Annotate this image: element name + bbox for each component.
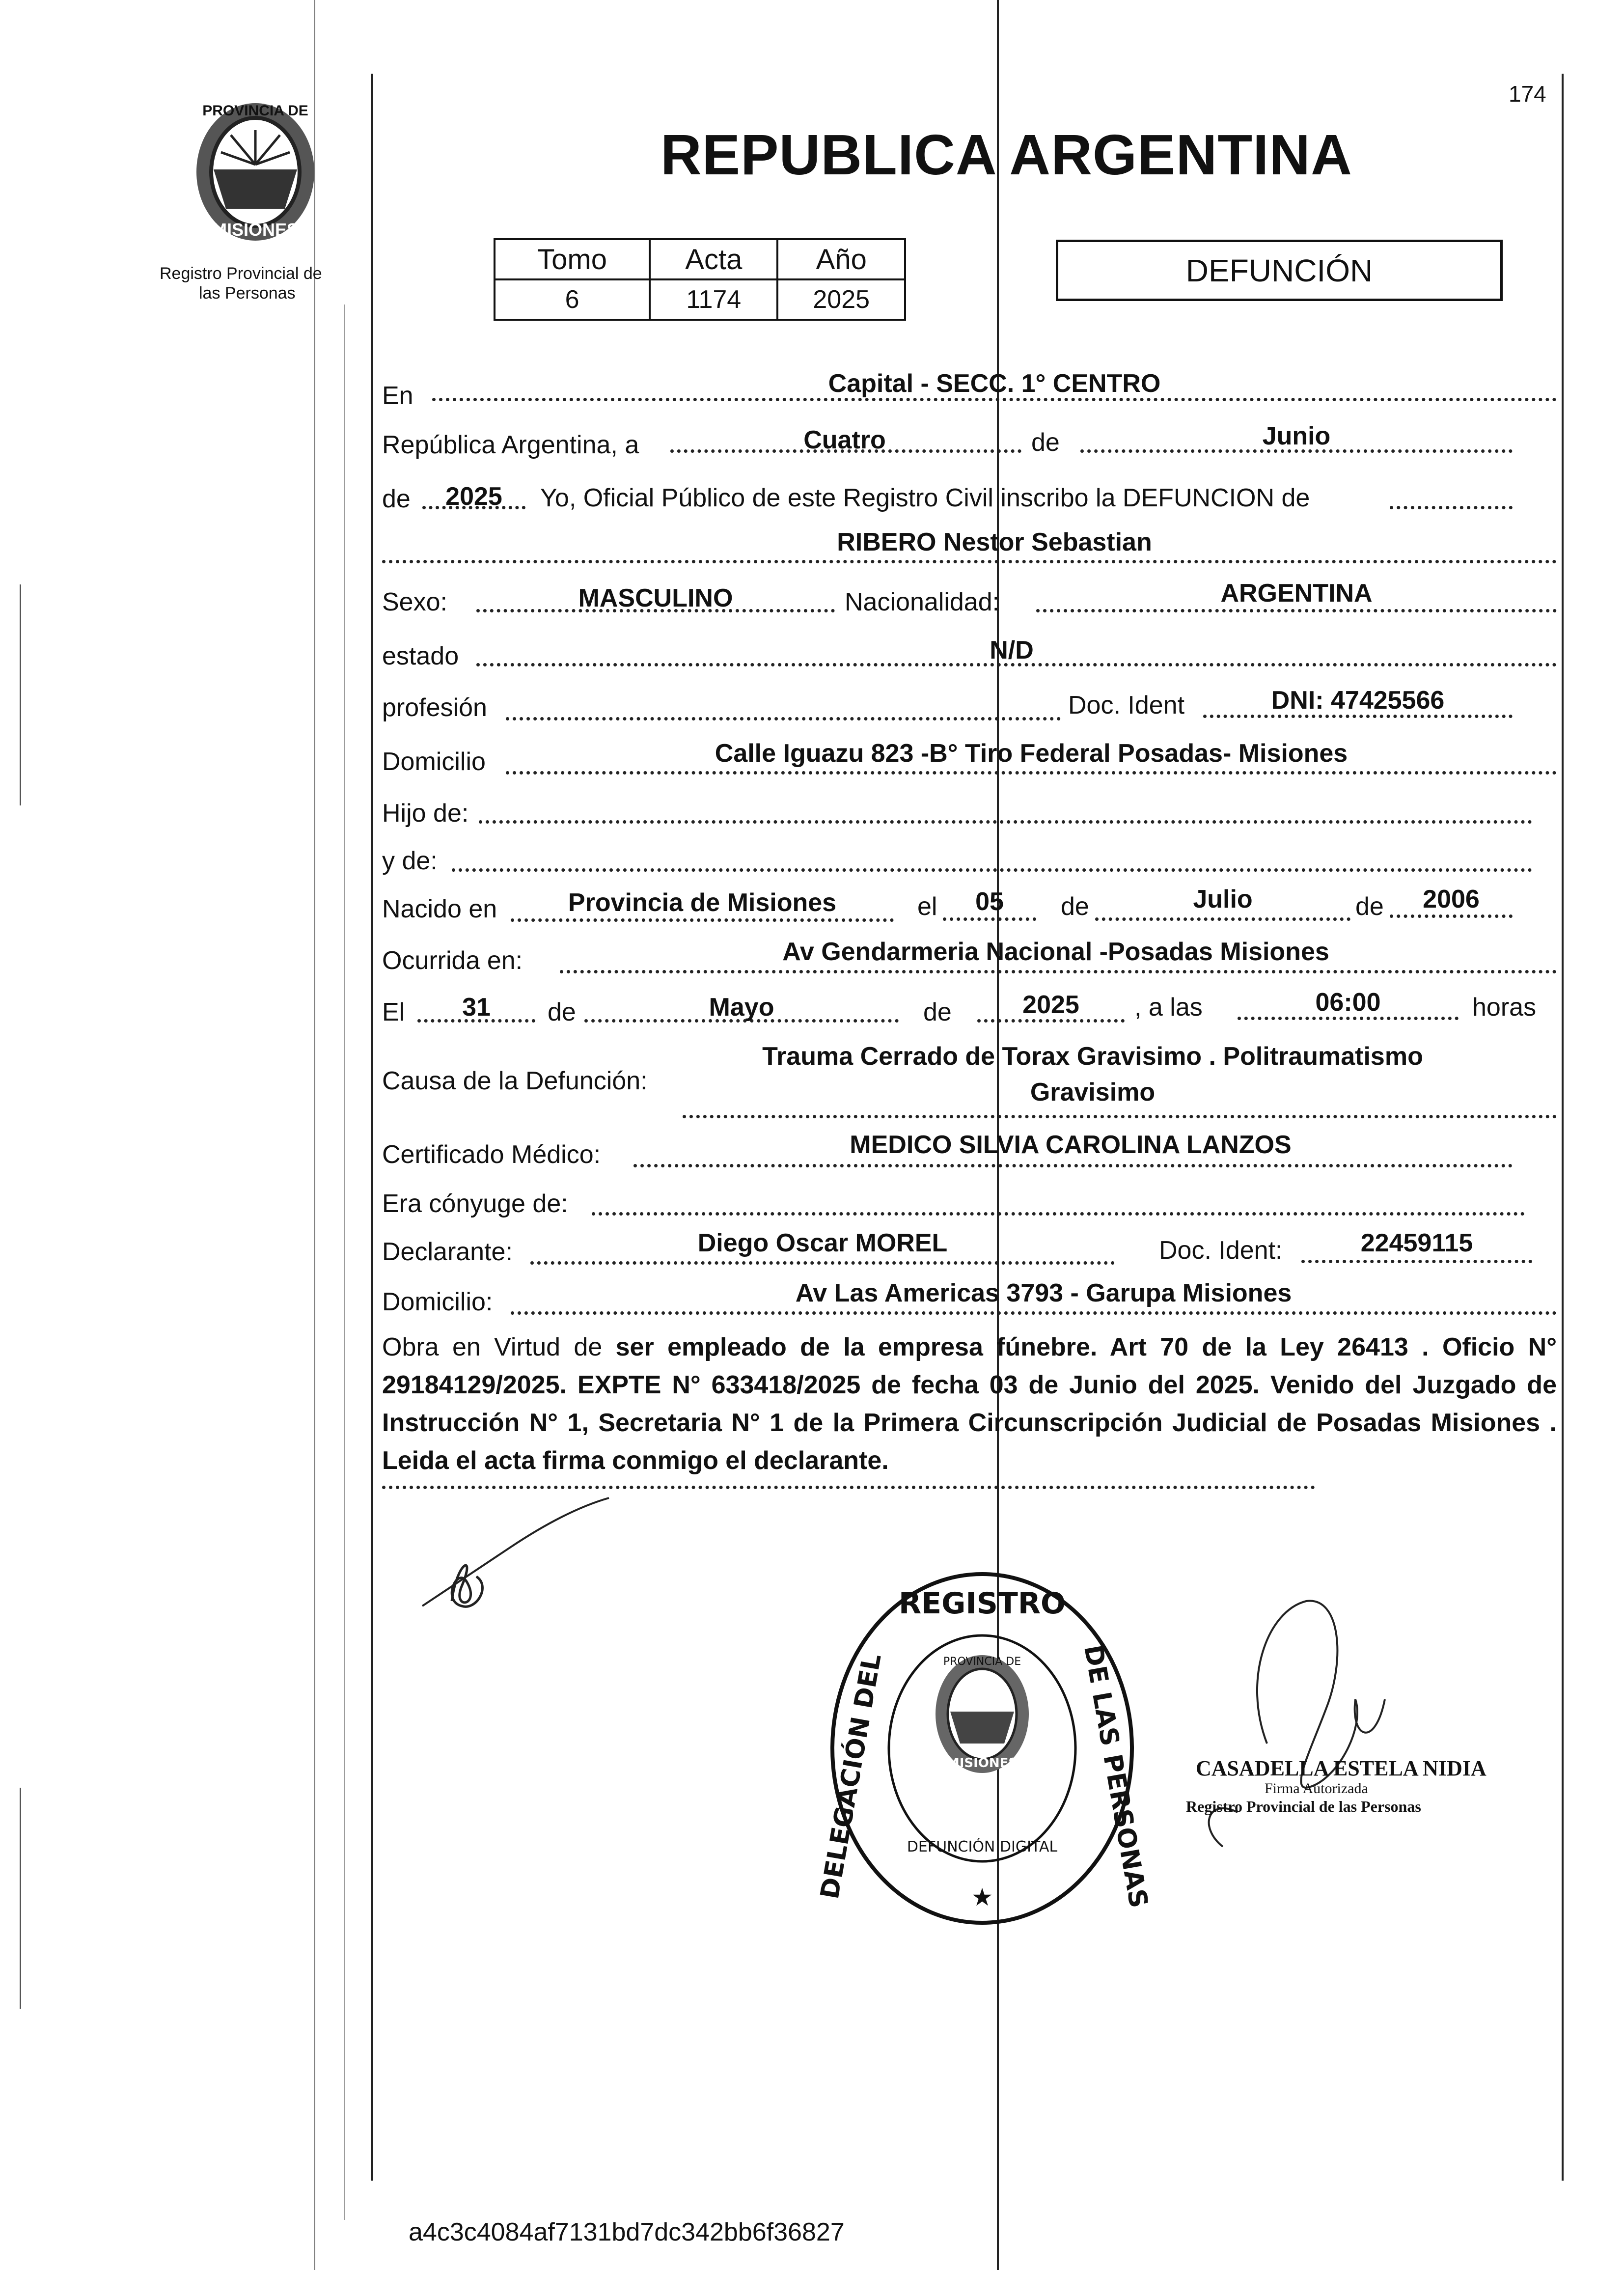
seal-ring-left: DELEGACIÓN DEL — [815, 1651, 887, 1902]
certificado-value: MEDICO SILVIA CAROLINA LANZOS — [850, 1131, 1292, 1159]
seal-inner-top: PROVINCIA DE — [943, 1656, 1021, 1668]
nacionalidad-line — [1036, 609, 1557, 612]
decl-domicilio-line — [511, 1311, 1557, 1315]
seal-ring-right: DE LAS PERSONAS — [1078, 1642, 1154, 1910]
decl-domicilio-label: Domicilio: — [382, 1288, 493, 1316]
certificado-line — [633, 1164, 1513, 1167]
birth-month: Julio — [1193, 885, 1253, 914]
year-prefix-label: de — [382, 485, 411, 513]
death-year-line — [977, 1019, 1125, 1023]
nacido-label: Nacido en — [382, 895, 497, 923]
table-header-tomo: Tomo — [495, 239, 650, 279]
nacido-line — [511, 918, 894, 922]
death-el-label: El — [382, 998, 405, 1026]
death-time: 06:00 — [1315, 988, 1381, 1017]
doc-ident-line — [1203, 715, 1513, 718]
logo-text-top: PROVINCIA DE — [202, 103, 308, 119]
official-stamp-role: Firma Autorizada — [1265, 1780, 1368, 1797]
page-title: REPUBLICA ARGENTINA — [661, 123, 1352, 187]
year-value: 2025 — [445, 482, 502, 511]
document-type-box — [1056, 240, 1503, 301]
registry-seal — [815, 1567, 1154, 1930]
official-signature — [1179, 1581, 1473, 1876]
birth-el-label: el — [917, 892, 937, 921]
estado-value: N/D — [990, 636, 1034, 664]
left-border-line — [371, 74, 373, 2181]
obra-prefix: Obra en Virtud de — [382, 1333, 616, 1361]
ocurrida-label: Ocurrida en: — [382, 946, 523, 975]
decl-doc-value: 22459115 — [1360, 1229, 1473, 1257]
decl-domicilio-value: Av Las Americas 3793 - Garupa Misiones — [795, 1279, 1292, 1307]
doc-ident-value: DNI: 47425566 — [1271, 686, 1445, 715]
birth-day-line — [943, 917, 1036, 921]
record-table — [494, 238, 906, 321]
death-year: 2025 — [1022, 991, 1079, 1019]
causa-line2: Gravisimo — [1030, 1078, 1156, 1107]
registry-name-line1: Registro Provincial de — [160, 264, 322, 283]
table-value-ano: 2025 — [777, 279, 905, 320]
hijo-label: Hijo de: — [382, 799, 469, 828]
birth-year-line — [1390, 914, 1513, 918]
sexo-label: Sexo: — [382, 588, 447, 616]
deceased-name-line — [382, 560, 1557, 563]
margin-dash-line — [344, 305, 345, 2220]
obra-text: ser empleado de la empresa fúnebre. Art 70 de la Ley 26413 . Oficio N° 29184129/2025. EXPTE N° 633418/2025 de fecha 03 de Junio del 2025. Venido del Juzgado de Instrucción N° 1, Secretaria N° 1 de la Primera Circunscripción Judicial de Posadas Misiones . Leida el acta firma conmigo el declarante. — [382, 1333, 1557, 1475]
en-value: Capital - SECC. 1° CENTRO — [828, 369, 1161, 398]
seal-inner-bottom: MISIONES — [946, 1756, 1018, 1771]
official-stamp-name: CASADELLA ESTELA NIDIA — [1196, 1756, 1486, 1780]
causa-line — [683, 1115, 1557, 1118]
document-type: DEFUNCIÓN — [1185, 252, 1373, 288]
seal-star-icon: ★ — [971, 1883, 993, 1911]
document-hash: a4c3c4084af7131bd7dc342bb6f36827 — [409, 2218, 845, 2246]
birth-de2-label: de — [1355, 892, 1384, 921]
death-time-line — [1238, 1017, 1459, 1020]
conyuge-label: Era cónyuge de: — [382, 1190, 568, 1218]
birth-day: 05 — [975, 887, 1004, 916]
page-number: 174 — [1509, 81, 1546, 107]
scan-edge-line — [20, 1788, 21, 2009]
day-value: Cuatro — [803, 426, 886, 454]
domicilio-line — [506, 771, 1557, 775]
certificado-label: Certificado Médico: — [382, 1140, 601, 1169]
profesion-line — [506, 717, 1061, 720]
declarante-value: Diego Oscar MOREL — [697, 1229, 948, 1257]
decl-doc-label: Doc. Ident: — [1159, 1236, 1283, 1265]
scan-edge-line — [20, 584, 21, 805]
ocurrida-value: Av Gendarmeria Nacional -Posadas Misiones — [782, 938, 1329, 966]
death-day: 31 — [462, 993, 491, 1022]
birth-month-line — [1095, 917, 1350, 921]
nacionalidad-label: Nacionalidad: — [845, 588, 1000, 616]
declarante-label: Declarante: — [382, 1238, 513, 1266]
en-line — [432, 398, 1557, 401]
conyuge-line — [592, 1212, 1525, 1216]
yde-label: y de: — [382, 847, 438, 875]
decl-doc-line — [1301, 1260, 1532, 1263]
declarant-signature — [413, 1488, 619, 1635]
table-value-acta: 1174 — [650, 279, 777, 320]
death-de2-label: de — [923, 998, 952, 1026]
estado-label: estado — [382, 642, 459, 670]
logo-text-bottom: MISIONES — [212, 220, 299, 240]
misiones-coat-of-arms-icon — [182, 96, 329, 248]
horas-label: horas — [1472, 993, 1537, 1022]
domicilio-value: Calle Iguazu 823 -B° Tiro Federal Posadas- Misiones — [715, 739, 1348, 768]
margin-dash-line — [314, 0, 315, 2270]
yde-line — [452, 868, 1532, 872]
month-value: Junio — [1262, 422, 1331, 450]
doc-ident-label: Doc. Ident — [1068, 691, 1185, 720]
table-header-acta: Acta — [650, 239, 777, 279]
seal-ring-top: REGISTRO — [898, 1586, 1066, 1621]
sexo-value: MASCULINO — [578, 584, 733, 612]
declarante-line — [530, 1261, 1115, 1265]
ocurrida-line — [560, 970, 1557, 973]
republica-label: República Argentina, a — [382, 431, 639, 459]
profesion-label: profesión — [382, 693, 487, 722]
official-stamp-office: Registro Provincial de las Personas — [1186, 1798, 1421, 1815]
en-label: En — [382, 382, 413, 410]
registry-name-line2: las Personas — [199, 284, 296, 303]
domicilio-label: Domicilio — [382, 747, 486, 776]
alas-label: , a las — [1134, 993, 1203, 1022]
official-line — [1390, 506, 1513, 509]
nacido-value: Provincia de Misiones — [568, 888, 837, 917]
death-de1-label: de — [548, 998, 576, 1026]
birth-de1-label: de — [1061, 892, 1089, 921]
right-border-line — [1562, 74, 1564, 2181]
table-value-tomo: 6 — [495, 279, 650, 320]
de-label: de — [1031, 428, 1060, 457]
seal-ring-bottom: DEFUNCIÓN DIGITAL — [907, 1838, 1058, 1855]
hijo-line — [479, 820, 1532, 824]
table-header-ano: Año — [777, 239, 905, 279]
deceased-name: RIBERO Nestor Sebastian — [837, 528, 1152, 556]
birth-year: 2006 — [1423, 885, 1480, 914]
death-month: Mayo — [709, 993, 774, 1022]
nacionalidad-value: ARGENTINA — [1220, 579, 1373, 608]
causa-line1: Trauma Cerrado de Torax Gravisimo . Politraumatismo — [762, 1042, 1423, 1071]
official-text: Yo, Oficial Público de este Registro Civil inscribo la DEFUNCION de — [540, 484, 1310, 512]
causa-label: Causa de la Defunción: — [382, 1067, 648, 1095]
obra-paragraph — [382, 1329, 1557, 1480]
